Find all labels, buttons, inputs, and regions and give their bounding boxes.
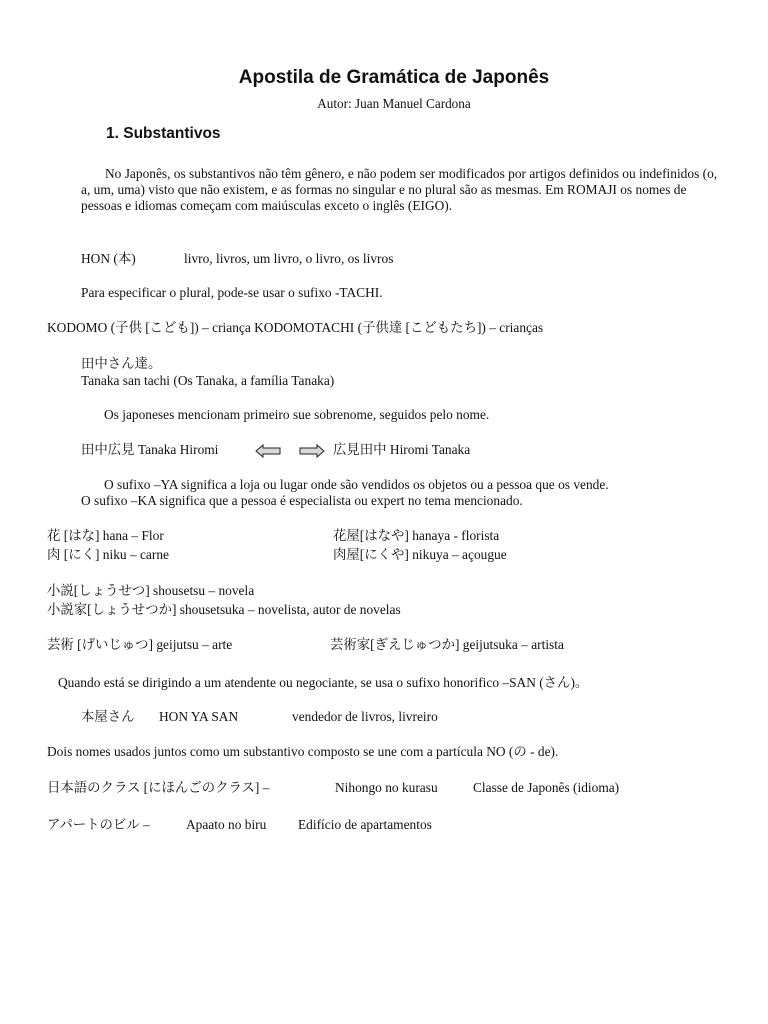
suffix-ka-note: O sufixo –KA significa que a pessoa é especialista ou expert no tema mencionado.	[81, 493, 523, 508]
hon-meaning: livro, livros, um livro, o livro, os livros	[184, 251, 394, 266]
vocab-geijutsu: 芸術 [げいじゅつ] geijutsu – arte	[47, 637, 233, 652]
san-note: Quando está se dirigindo a um atendente ou negociante, se usa o sufixo honorifico –SAN (さん)。	[58, 675, 589, 690]
no-particle-note: Dois nomes usados juntos como um substantivo composto se une com a partícula NO (の - de).	[47, 744, 559, 759]
vocab-geijutsuka: 芸術家[ぎえじゅつか] geijutsuka – artista	[330, 637, 564, 652]
plural-note: Para especificar o plural, pode-se usar o sufixo -TACHI.	[81, 285, 383, 300]
tanaka-romaji: Tanaka san tachi (Os Tanaka, a família Tanaka)	[81, 373, 335, 388]
tanaka-japanese: 田中さん達。	[81, 356, 162, 371]
surname-note: Os japoneses mencionam primeiro sue sobrenome, seguidos pelo nome.	[104, 407, 490, 422]
nihongo-meaning: Classe de Japonês (idioma)	[473, 780, 620, 795]
name-order-right: 広見田中 Hiromi Tanaka	[333, 442, 471, 457]
section-heading: 1. Substantivos	[106, 125, 221, 142]
intro-text: No Japonês, os substantivos não têm gênero, e não podem ser modificados por artigos definidos ou indefinidos (o, a, um, uma) visto que não existem, e as formas no singular e no plural são as mesmas. Em ROMAJI os nomes de pessoas e idiomas começam com maiúsculas exceto o inglês (EIGO).	[81, 166, 718, 213]
vocab-nikuya: 肉屋[にくや] nikuya – açougue	[333, 547, 507, 562]
hon-term: HON (本)	[81, 251, 136, 266]
vocab-hana: 花 [はな] hana – Flor	[47, 528, 164, 543]
apaato-romaji: Apaato no biru	[186, 817, 267, 832]
page-title: Apostila de Gramática de Japonês	[238, 67, 550, 88]
vocab-shousetsu: 小説[しょうせつ] shousetsu – novela	[47, 583, 255, 598]
nihongo-romaji: Nihongo no kurasu	[335, 780, 438, 795]
apaato-japanese: アパートのビル –	[47, 817, 150, 832]
vocab-shousetsuka: 小説家[しょうせつか] shousetsuka – novelista, autor de novelas	[47, 602, 401, 617]
author-line: Autor: Juan Manuel Cardona	[317, 96, 471, 111]
suffix-ya-note: O sufixo –YA significa a loja ou lugar onde são vendidos os objetos ou a pessoa que os vende.	[104, 477, 609, 492]
arrow-left-icon	[255, 444, 281, 458]
honya-romaji: HON YA SAN	[159, 709, 239, 724]
name-order-left: 田中広見 Tanaka Hiromi	[81, 442, 219, 457]
honya-japanese: 本屋さん	[81, 709, 135, 724]
honya-meaning: vendedor de livros, livreiro	[292, 709, 438, 724]
vocab-hanaya: 花屋[はなや] hanaya - florista	[333, 528, 500, 543]
arrow-right-icon	[299, 444, 325, 458]
vocab-niku: 肉 [にく] niku – carne	[47, 547, 169, 562]
apaato-meaning: Edifício de apartamentos	[298, 817, 432, 832]
kodomo-line: KODOMO (子供 [こども]) – criança KODOMOTACHI (子供達 [こどもたち]) – crianças	[47, 320, 544, 335]
nihongo-japanese: 日本語のクラス [にほんごのクラス] –	[47, 780, 270, 795]
intro-paragraph	[81, 166, 721, 214]
